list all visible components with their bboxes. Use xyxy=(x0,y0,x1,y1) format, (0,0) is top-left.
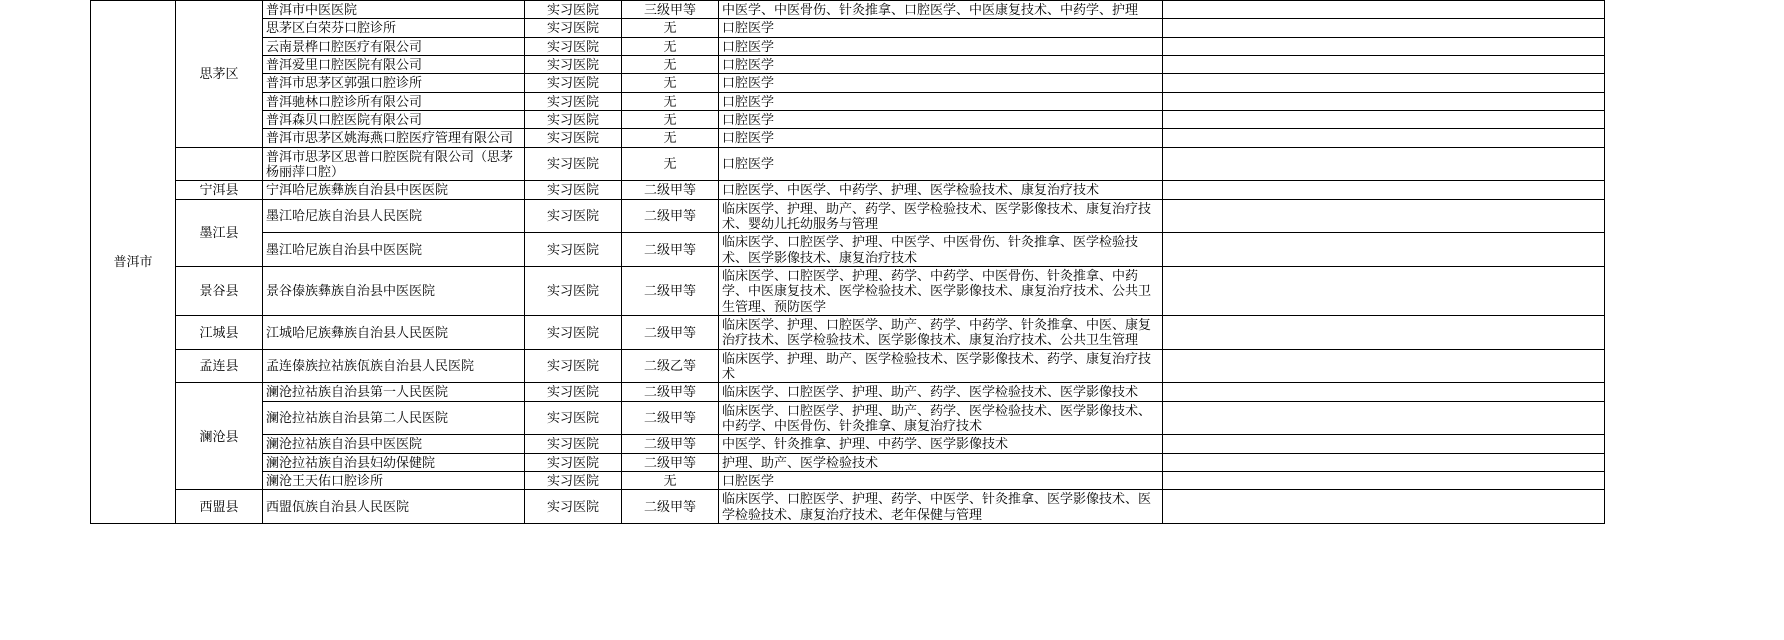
hospital-type-cell: 实习医院 xyxy=(525,490,622,524)
hospital-level-cell: 二级甲等 xyxy=(622,490,719,524)
organization-cell: 澜沧王天佑口腔诊所 xyxy=(263,471,525,489)
hospital-type-cell: 实习医院 xyxy=(525,19,622,37)
table-row xyxy=(91,199,1605,233)
hospital-type-cell: 实习医院 xyxy=(525,55,622,73)
table-row xyxy=(91,1,1605,19)
note-cell xyxy=(1163,383,1605,401)
organization-cell: 墨江哈尼族自治县中医医院 xyxy=(263,233,525,267)
hospital-type-cell: 实习医院 xyxy=(525,37,622,55)
organization-cell: 普洱驰林口腔诊所有限公司 xyxy=(263,92,525,110)
table-row xyxy=(91,92,1605,110)
majors-cell: 中医学、针灸推拿、护理、中药学、医学影像技术 xyxy=(719,435,1163,453)
organization-cell: 孟连傣族拉祜族佤族自治县人民医院 xyxy=(263,349,525,383)
note-cell xyxy=(1163,55,1605,73)
majors-cell: 临床医学、护理、助产、药学、医学检验技术、医学影像技术、康复治疗技术、婴幼儿托幼服务与管理 xyxy=(719,199,1163,233)
organization-cell: 澜沧拉祜族自治县第二人民医院 xyxy=(263,401,525,435)
organization-cell: 江城哈尼族彝族自治县人民医院 xyxy=(263,315,525,349)
table-row xyxy=(91,471,1605,489)
organization-cell: 普洱市思茅区思普口腔医院有限公司（思茅杨丽萍口腔） xyxy=(263,147,525,181)
note-cell xyxy=(1163,349,1605,383)
table-row xyxy=(91,453,1605,471)
majors-cell: 口腔医学 xyxy=(719,19,1163,37)
majors-cell: 口腔医学、中医学、中药学、护理、医学检验技术、康复治疗技术 xyxy=(719,181,1163,199)
table-row xyxy=(91,490,1605,524)
hospital-type-cell: 实习医院 xyxy=(525,199,622,233)
hospital-type-cell: 实习医院 xyxy=(525,435,622,453)
note-cell xyxy=(1163,147,1605,181)
hospital-level-cell: 无 xyxy=(622,471,719,489)
majors-cell: 口腔医学 xyxy=(719,471,1163,489)
table-row xyxy=(91,266,1605,315)
organization-cell: 澜沧拉祜族自治县第一人民医院 xyxy=(263,383,525,401)
hospital-level-cell: 二级甲等 xyxy=(622,383,719,401)
table-row xyxy=(91,19,1605,37)
hospital-level-cell: 二级乙等 xyxy=(622,349,719,383)
majors-cell: 临床医学、口腔医学、护理、助产、药学、医学检验技术、医学影像技术 xyxy=(719,383,1163,401)
hospital-type-cell: 实习医院 xyxy=(525,147,622,181)
hospital-level-cell: 二级甲等 xyxy=(622,266,719,315)
county-cell: 宁洱县 xyxy=(176,181,263,199)
county-cell: 孟连县 xyxy=(176,349,263,383)
hospital-type-cell: 实习医院 xyxy=(525,266,622,315)
table-row xyxy=(91,315,1605,349)
note-cell xyxy=(1163,453,1605,471)
table-row xyxy=(91,349,1605,383)
county-cell: 澜沧县 xyxy=(176,383,263,490)
organization-cell: 普洱市思茅区姚海燕口腔医疗管理有限公司 xyxy=(263,129,525,147)
hospital-level-cell: 无 xyxy=(622,147,719,181)
hospital-level-cell: 三级甲等 xyxy=(622,1,719,19)
hospital-type-cell: 实习医院 xyxy=(525,383,622,401)
majors-cell: 临床医学、口腔医学、护理、药学、中医学、针灸推拿、医学影像技术、医学检验技术、康复治疗技术、老年保健与管理 xyxy=(719,490,1163,524)
majors-cell: 护理、助产、医学检验技术 xyxy=(719,453,1163,471)
hospital-type-cell: 实习医院 xyxy=(525,92,622,110)
hospital-level-cell: 无 xyxy=(622,74,719,92)
table-row xyxy=(91,401,1605,435)
hospital-type-cell: 实习医院 xyxy=(525,453,622,471)
county-cell: 西盟县 xyxy=(176,490,263,524)
note-cell xyxy=(1163,401,1605,435)
organization-cell: 西盟佤族自治县人民医院 xyxy=(263,490,525,524)
hospital-type-cell: 实习医院 xyxy=(525,74,622,92)
organization-cell: 普洱爱里口腔医院有限公司 xyxy=(263,55,525,73)
hospital-level-cell: 无 xyxy=(622,129,719,147)
note-cell xyxy=(1163,266,1605,315)
hospital-type-cell: 实习医院 xyxy=(525,1,622,19)
organization-cell: 普洱森贝口腔医院有限公司 xyxy=(263,110,525,128)
table-body xyxy=(91,1,1605,524)
organization-cell: 宁洱哈尼族彝族自治县中医医院 xyxy=(263,181,525,199)
table-row xyxy=(91,74,1605,92)
county-cell: 江城县 xyxy=(176,315,263,349)
table-row xyxy=(91,110,1605,128)
majors-cell: 口腔医学 xyxy=(719,129,1163,147)
majors-cell: 临床医学、口腔医学、护理、助产、药学、医学检验技术、医学影像技术、中药学、中医骨伤、针灸推拿、康复治疗技术 xyxy=(719,401,1163,435)
note-cell xyxy=(1163,1,1605,19)
note-cell xyxy=(1163,37,1605,55)
table-row xyxy=(91,435,1605,453)
note-cell xyxy=(1163,110,1605,128)
hospital-type-cell: 实习医院 xyxy=(525,471,622,489)
note-cell xyxy=(1163,74,1605,92)
note-cell xyxy=(1163,181,1605,199)
county-cell xyxy=(176,147,263,181)
table-row xyxy=(91,129,1605,147)
county-cell: 景谷县 xyxy=(176,266,263,315)
majors-cell: 口腔医学 xyxy=(719,55,1163,73)
organization-cell: 澜沧拉祜族自治县中医医院 xyxy=(263,435,525,453)
hospital-level-cell: 无 xyxy=(622,19,719,37)
hospital-type-cell: 实习医院 xyxy=(525,129,622,147)
hospital-type-cell: 实习医院 xyxy=(525,233,622,267)
hospital-level-cell: 二级甲等 xyxy=(622,435,719,453)
note-cell xyxy=(1163,19,1605,37)
hospital-level-cell: 无 xyxy=(622,110,719,128)
county-cell: 墨江县 xyxy=(176,199,263,266)
table-row xyxy=(91,147,1605,181)
majors-cell: 中医学、中医骨伤、针灸推拿、口腔医学、中医康复技术、中药学、护理 xyxy=(719,1,1163,19)
hospital-level-cell: 二级甲等 xyxy=(622,199,719,233)
majors-cell: 临床医学、护理、口腔医学、助产、药学、中药学、针灸推拿、中医、康复治疗技术、医学检验技术、医学影像技术、康复治疗技术、公共卫生管理 xyxy=(719,315,1163,349)
note-cell xyxy=(1163,129,1605,147)
note-cell xyxy=(1163,435,1605,453)
hospital-level-cell: 无 xyxy=(622,92,719,110)
majors-cell: 临床医学、口腔医学、护理、中医学、中医骨伤、针灸推拿、医学检验技术、医学影像技术、康复治疗技术 xyxy=(719,233,1163,267)
hospital-level-cell: 二级甲等 xyxy=(622,181,719,199)
organization-cell: 景谷傣族彝族自治县中医医院 xyxy=(263,266,525,315)
hospital-level-cell: 无 xyxy=(622,55,719,73)
table-row xyxy=(91,37,1605,55)
hospital-type-cell: 实习医院 xyxy=(525,315,622,349)
table-row xyxy=(91,383,1605,401)
majors-cell: 口腔医学 xyxy=(719,110,1163,128)
hospital-type-cell: 实习医院 xyxy=(525,110,622,128)
note-cell xyxy=(1163,92,1605,110)
note-cell xyxy=(1163,471,1605,489)
note-cell xyxy=(1163,233,1605,267)
majors-cell: 口腔医学 xyxy=(719,92,1163,110)
internship-hospital-table xyxy=(90,0,1605,524)
hospital-level-cell: 二级甲等 xyxy=(622,453,719,471)
table-row xyxy=(91,181,1605,199)
hospital-type-cell: 实习医院 xyxy=(525,401,622,435)
organization-cell: 普洱市思茅区郭强口腔诊所 xyxy=(263,74,525,92)
hospital-level-cell: 二级甲等 xyxy=(622,233,719,267)
majors-cell: 临床医学、护理、助产、医学检验技术、医学影像技术、药学、康复治疗技术 xyxy=(719,349,1163,383)
majors-cell: 口腔医学 xyxy=(719,37,1163,55)
hospital-level-cell: 无 xyxy=(622,37,719,55)
table-row xyxy=(91,233,1605,267)
organization-cell: 思茅区白荣芬口腔诊所 xyxy=(263,19,525,37)
organization-cell: 云南景桦口腔医疗有限公司 xyxy=(263,37,525,55)
majors-cell: 临床医学、口腔医学、护理、药学、中药学、中医骨伤、针灸推拿、中药学、中医康复技术、医学检验技术、医学影像技术、康复治疗技术、公共卫生管理、预防医学 xyxy=(719,266,1163,315)
majors-cell: 口腔医学 xyxy=(719,74,1163,92)
county-cell: 思茅区 xyxy=(176,1,263,148)
note-cell xyxy=(1163,315,1605,349)
majors-cell: 口腔医学 xyxy=(719,147,1163,181)
note-cell xyxy=(1163,199,1605,233)
city-cell: 普洱市 xyxy=(91,1,176,524)
note-cell xyxy=(1163,490,1605,524)
hospital-level-cell: 二级甲等 xyxy=(622,315,719,349)
hospital-level-cell: 二级甲等 xyxy=(622,401,719,435)
organization-cell: 墨江哈尼族自治县人民医院 xyxy=(263,199,525,233)
hospital-type-cell: 实习医院 xyxy=(525,349,622,383)
organization-cell: 澜沧拉祜族自治县妇幼保健院 xyxy=(263,453,525,471)
table-row xyxy=(91,55,1605,73)
organization-cell: 普洱市中医医院 xyxy=(263,1,525,19)
hospital-type-cell: 实习医院 xyxy=(525,181,622,199)
